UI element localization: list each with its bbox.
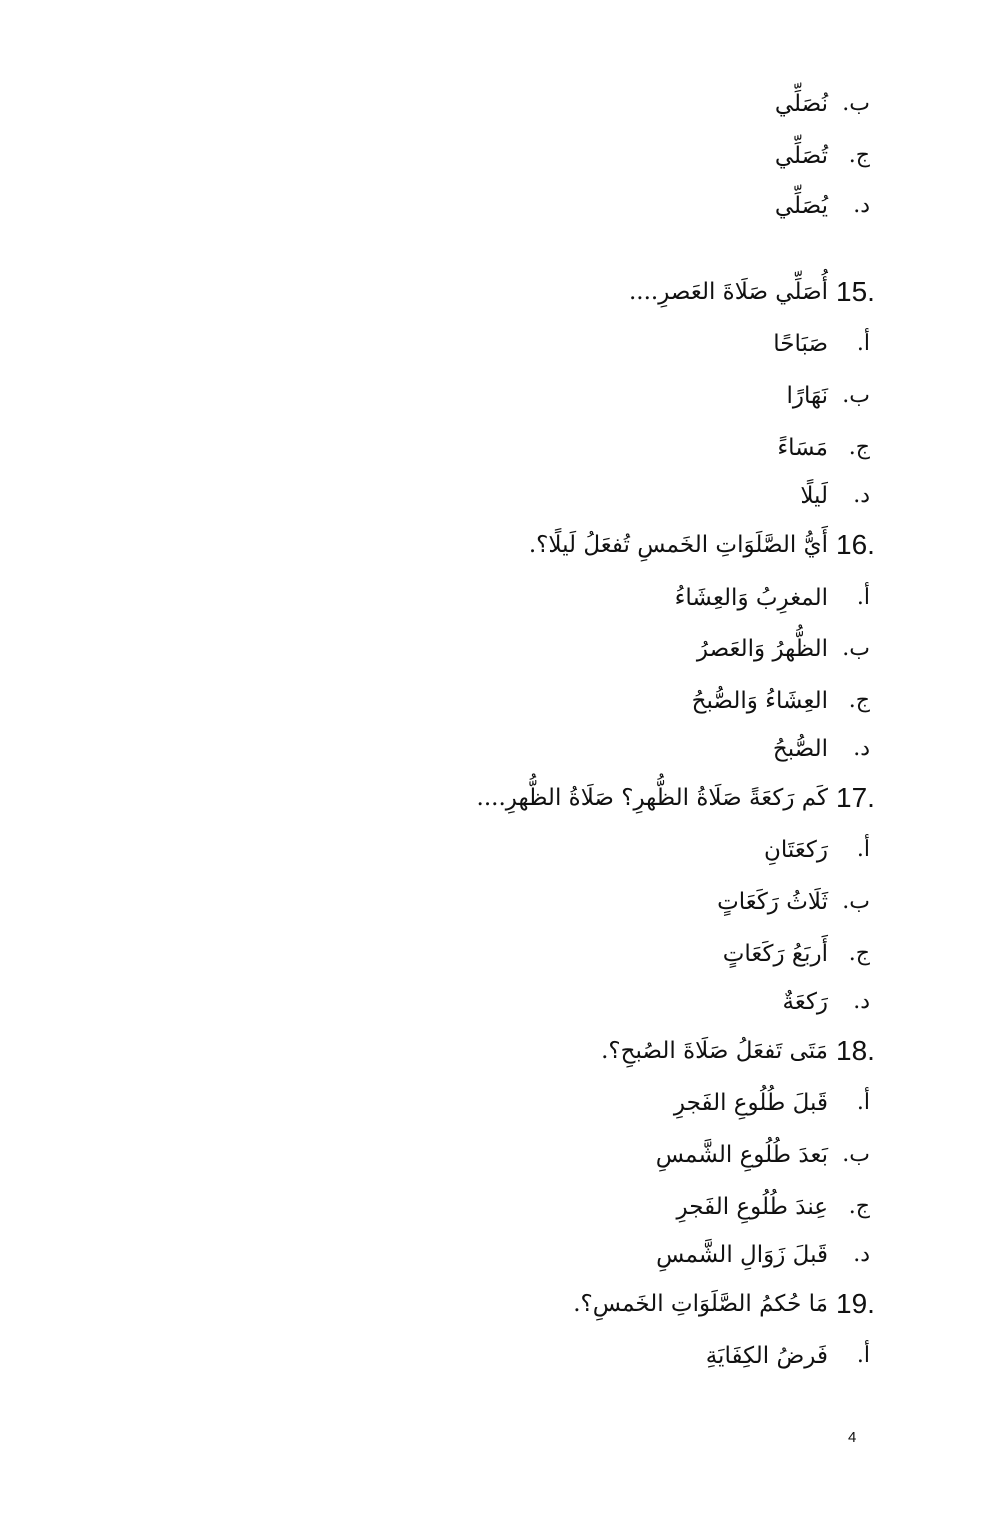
option-row [0, 982, 1000, 1022]
option-letter: د. [853, 193, 870, 218]
option-row [0, 934, 1000, 974]
question-text: أُصَلِّي صَلَاةَ العَصرِ.... [628, 279, 828, 305]
option-text: ثَلَاثُ رَكَعَاتٍ [717, 889, 828, 915]
question-17 [0, 776, 1000, 820]
option-letter: د. [853, 989, 870, 1014]
option-letter: ب. [842, 91, 870, 116]
option-row [0, 376, 1000, 416]
option-row [0, 681, 1000, 721]
option-text: بَعدَ طُلُوعِ الشَّمسِ [655, 1142, 828, 1168]
option-letter: ج. [848, 1194, 870, 1219]
question-16 [0, 523, 1000, 567]
option-text: صَبَاحًا [773, 331, 828, 357]
option-text: الظُّهرُ وَالعَصرُ [696, 636, 828, 662]
option-letter: د. [853, 736, 870, 761]
question-number: 15. [836, 276, 875, 307]
option-letter: أ. [856, 837, 870, 862]
option-row [0, 830, 1000, 870]
option-letter: ج. [848, 143, 870, 168]
option-letter: ب. [842, 889, 870, 914]
option-letter: ب. [842, 1142, 870, 1167]
option-row [0, 186, 1000, 226]
question-text: كَم رَكعَةً صَلَاةُ الظُّهرِ؟ صَلَاةُ الظُّهرِ.... [476, 785, 828, 811]
question-number: 17. [836, 782, 875, 813]
question-15 [0, 270, 1000, 314]
option-row [0, 882, 1000, 922]
option-row [0, 1235, 1000, 1275]
option-letter: ب. [842, 383, 870, 408]
question-text: مَا حُكمُ الصَّلَوَاتِ الخَمسِ؟. [573, 1291, 828, 1317]
option-text: عِندَ طُلُوعِ الفَجرِ [676, 1194, 828, 1220]
option-text: أَربَعُ رَكَعَاتٍ [722, 941, 828, 967]
option-row [0, 1336, 1000, 1376]
option-text: العِشَاءُ وَالصُّبحُ [691, 688, 828, 714]
option-text: قَبلَ زَوَالِ الشَّمسِ [656, 1242, 828, 1268]
question-number: 16. [836, 529, 875, 560]
option-letter: ب. [842, 636, 870, 661]
option-row [0, 136, 1000, 176]
option-text: مَسَاءً [777, 435, 828, 461]
option-text: نُصَلِّي [774, 91, 828, 117]
option-row [0, 1083, 1000, 1123]
option-row [0, 428, 1000, 468]
option-row [0, 476, 1000, 516]
option-text: قَبلَ طُلُوعِ الفَجرِ [673, 1090, 828, 1116]
option-row [0, 629, 1000, 669]
question-19 [0, 1282, 1000, 1326]
option-letter: أ. [856, 585, 870, 610]
option-text: رَكعَتَانِ [764, 837, 828, 863]
question-text: مَتَى تَفعَلُ صَلَاةَ الصُبحِ؟. [601, 1038, 828, 1064]
option-letter: د. [853, 1242, 870, 1267]
option-row [0, 1135, 1000, 1175]
option-text: رَكعَةٌ [782, 989, 828, 1015]
option-text: يُصَلِّي [774, 193, 828, 219]
question-18 [0, 1029, 1000, 1073]
question-text: أَيُّ الصَّلَوَاتِ الخَمسِ تُفعَلُ لَيلًا؟. [528, 532, 828, 558]
option-letter: أ. [856, 1090, 870, 1115]
option-row [0, 729, 1000, 769]
option-text: لَيلًا [800, 483, 828, 509]
option-row [0, 84, 1000, 124]
page-number: 4 [848, 1429, 857, 1446]
question-number: 18. [836, 1035, 875, 1066]
option-row [0, 324, 1000, 364]
option-text: نَهَارًا [786, 383, 828, 409]
option-text: المغرِبُ وَالعِشَاءُ [674, 585, 828, 611]
option-row [0, 1187, 1000, 1227]
option-letter: د. [853, 483, 870, 508]
option-letter: ج. [848, 688, 870, 713]
option-text: الصُّبحُ [772, 736, 828, 762]
option-letter: أ. [856, 331, 870, 356]
question-number: 19. [836, 1288, 875, 1319]
option-row [0, 578, 1000, 618]
option-text: فَرضُ الكِفَايَةِ [705, 1343, 828, 1369]
option-text: تُصَلِّي [774, 143, 828, 169]
option-letter: ج. [848, 941, 870, 966]
option-letter: ج. [848, 435, 870, 460]
option-letter: أ. [856, 1343, 870, 1368]
